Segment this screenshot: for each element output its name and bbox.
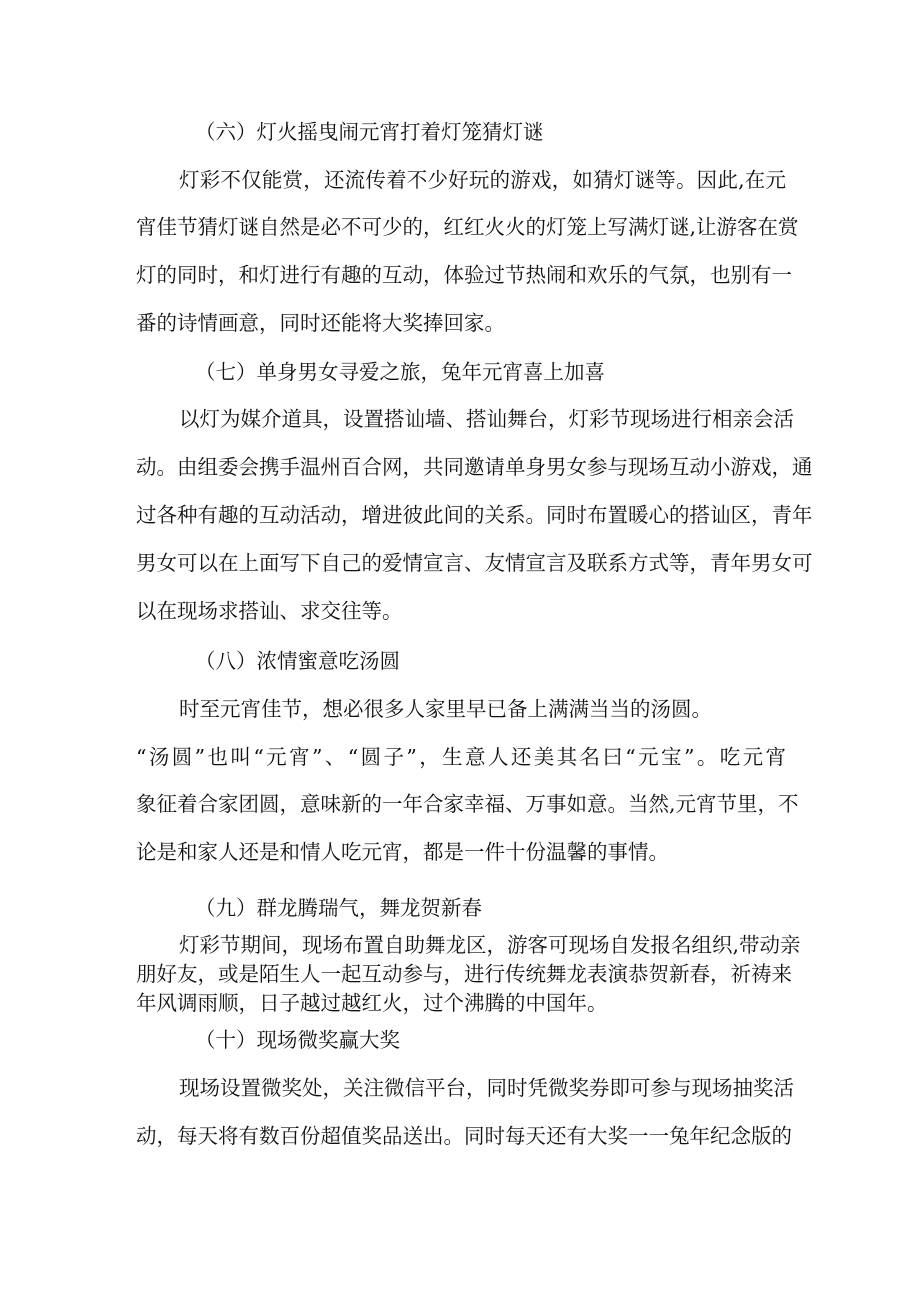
paragraph-line: 以在现场求搭讪、求交往等。 [136,599,403,623]
paragraph-line: 灯彩不仅能赏，还流传着不少好玩的游戏，如猜灯谜等。因此,在元 [179,168,786,192]
paragraph-line: 朋好友，或是陌生人一起互动参与，进行传统舞龙表演恭贺新春，祈祷来 [136,962,792,986]
paragraph-line: 论是和家人还是和情人吃元宵，都是一件十份温馨的事情。 [136,840,669,864]
paragraph-line: 男女可以在上面写下自己的爱情宣言、友情宣言及联系方式等，青年男女可 [136,551,813,575]
paragraph-line: 动，每天将有数百份超值奖品送出。同时每天还有大奖一一兔年纪念版的 [136,1124,792,1148]
paragraph-line: 灯的同时，和灯进行有趣的互动，体验过节热闹和欢乐的气氛，也别有一 [136,263,792,287]
paragraph-line: 灯彩节期间，现场布置自助舞龙区，游客可现场自发报名组织,带动亲 [179,933,801,957]
paragraph-line: 以灯为媒介道具，设置搭讪墙、搭讪舞台，灯彩节现场进行相亲会活 [179,407,794,431]
paragraph-line: 番的诗情画意，同时还能将大奖捧回家。 [136,311,505,335]
section-heading-8: （八）浓情蜜意吃汤圆 [195,649,400,673]
section-heading-10: （十）现场微奖赢大奖 [195,1028,400,1052]
paragraph-line: 年风调雨顺，日子越过越红火，过个沸腾的中国年。 [136,991,608,1015]
paragraph-line: 动。由组委会携手温州百合网，共同邀请单身男女参与现场互动小游戏，通 [136,455,813,479]
paragraph-line: 时至元宵佳节，想必很多人家里早已备上满满当当的汤圆。 [179,697,712,721]
paragraph-line: 宵佳节猜灯谜自然是必不可少的，红红火火的灯笼上写满灯谜,让游客在赏 [136,215,799,239]
section-heading-6: （六）灯火摇曳闹元宵打着灯笼猜灯谜 [195,120,544,144]
paragraph-line: “汤圆”也叫“元宵”、“圆子”，生意人还美其名曰“元宝”。吃元宵 [136,745,786,769]
paragraph-line: 过各种有趣的互动活动，增进彼此间的关系。同时布置暖心的搭讪区，青年 [136,503,813,527]
paragraph-line: 象征着合家团圆，意味新的一年合家幸福、万事如意。当然,元宵节里，不 [136,792,799,816]
section-heading-7: （七）单身男女寻爱之旅，兔年元宵喜上加喜 [195,360,605,384]
paragraph-line: 现场设置微奖处，关注微信平台，同时凭微奖券即可参与现场抽奖活 [179,1076,794,1100]
section-heading-9: （九）群龙腾瑞气，舞龙贺新春 [195,896,482,920]
